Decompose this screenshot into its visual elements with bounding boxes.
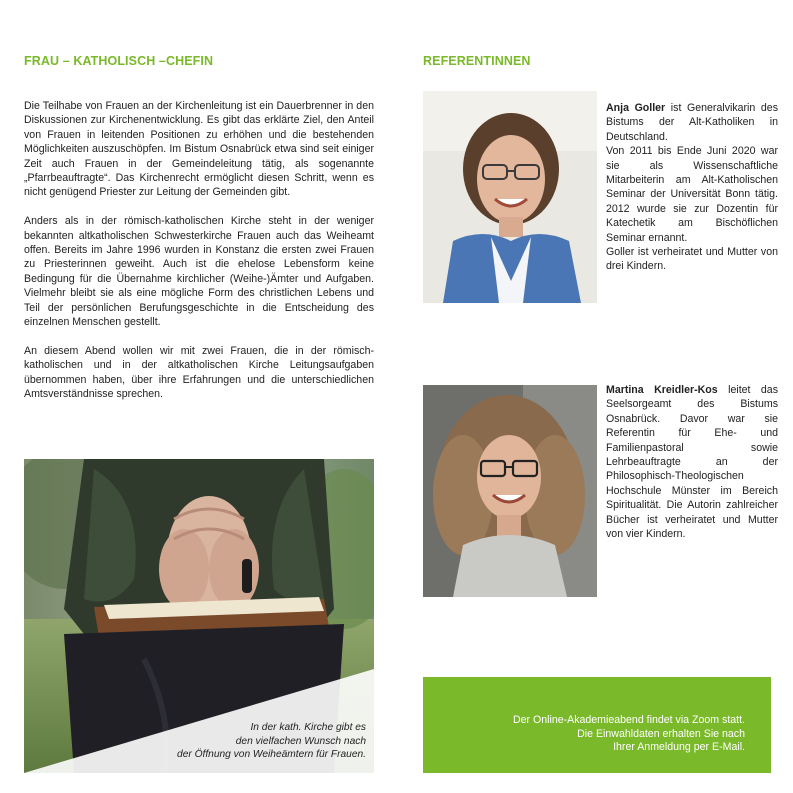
speaker1-name: Anja Goller — [606, 102, 666, 114]
info-text — [513, 714, 745, 755]
martina-kreidler-kos-portrait — [423, 385, 597, 597]
caption-line: In der kath. Kirche gibt es — [250, 722, 366, 734]
speaker1-text-3: Goller ist verheiratet und Mutter von drei Kindern. — [606, 246, 778, 273]
speaker2-text-1: leitet das Seelsorgeamt des Bistums Osnabrück. Davor war sie Referentin für Ehe- und Familienpastoral sowie Lehrbeauftragte an der Philosophisch-Theologischen Hochschule Münster im Bereich Spiritualität. Die Autorin zahlreicher Bücher ist verheiratet und Mutter von vier Kindern. — [606, 384, 778, 541]
info-box — [423, 677, 771, 773]
speaker2-bio — [606, 383, 778, 541]
photo-caption — [136, 721, 366, 761]
intro-paragraph-2: Anders als in der römisch-katholischen Kirche steht in der weniger bekannten altkatholischen Schwesterkirche Frauen auch das Weiheamt offen. Bereits im Jahre 1996 wurden in Konstanz die ersten zwei Frauen zu Priesterinnen geweiht. Auch ist die ehelose Lebensform keine Bedingung für die Übernahme kirchlicher (Weihe-)Ämter und Aufgaben. Vielmehr bleibt sie als eine mögliche Form des christlichen Lebens und Teil der persönlichen Berufungsgeschichte in die Entscheidung des einzelnen Menschen gestellt. — [24, 215, 374, 329]
speaker1-text-2: Von 2011 bis Ende Juni 2020 war sie als Wissenschaftliche Mitarbeiterin am Alt-Katholischen Seminar der Universität Bonn tätig. 2012 wurde sie zur Dozentin für Katechetik am Bischöflichen Seminar ernannt. — [606, 145, 778, 244]
info-line: Die Einwahldaten erhalten Sie nach — [577, 727, 745, 740]
intro-paragraph-3: An diesem Abend wollen wir mit zwei Frauen, die in der römisch-katholischen und in der altkatholischen Kirche Leitungsaufgaben übernommen haben, über ihre Erfahrungen und die unterschiedlichen Amtsverständnisse sprechen. — [24, 344, 374, 401]
portrait-illustration — [423, 385, 597, 597]
caption-line: den vielfachen Wunsch nach — [235, 735, 366, 747]
caption-line: der Öffnung von Weiheämtern für Frauen. — [177, 748, 366, 760]
right-heading: REFERENTINNEN — [423, 54, 531, 68]
intro-text — [24, 99, 374, 402]
left-heading: FRAU – KATHOLISCH –CHEFIN — [24, 54, 214, 68]
praying-hands-photo — [24, 459, 374, 773]
portrait-illustration — [423, 91, 597, 303]
speaker2-name: Martina Kreidler-Kos — [606, 384, 718, 396]
info-line: Ihrer Anmeldung per E-Mail. — [613, 741, 745, 754]
intro-paragraph-1: Die Teilhabe von Frauen an der Kirchenleitung ist ein Dauerbrenner in den Diskussionen zur Kirchenentwicklung. Es gibt das erklärte Ziel, den Anteil von Frauen in leitenden Positionen zu erhöhen und die bestehenden Möglichkeiten auszuschöpfen. Im Bistum Osnabrück etwa sind seit einiger Zeit auch Frauen in der Gemeindeleitung tätig, als sogenannte „Pfarrbeauftragte“. Das Kirchenrecht ermöglicht diesen Schritt, wenn es nicht genügend Priester zur Leitung der Gemeinden gibt. — [24, 100, 374, 199]
speaker1-text-1: ist Generalvikarin des Bistums der Alt-Katholiken in Deutschland. — [606, 102, 778, 143]
speaker1-bio — [606, 101, 778, 274]
info-line: Der Online-Akademieabend findet via Zoom statt. — [512, 714, 745, 726]
anja-goller-portrait — [423, 91, 597, 303]
